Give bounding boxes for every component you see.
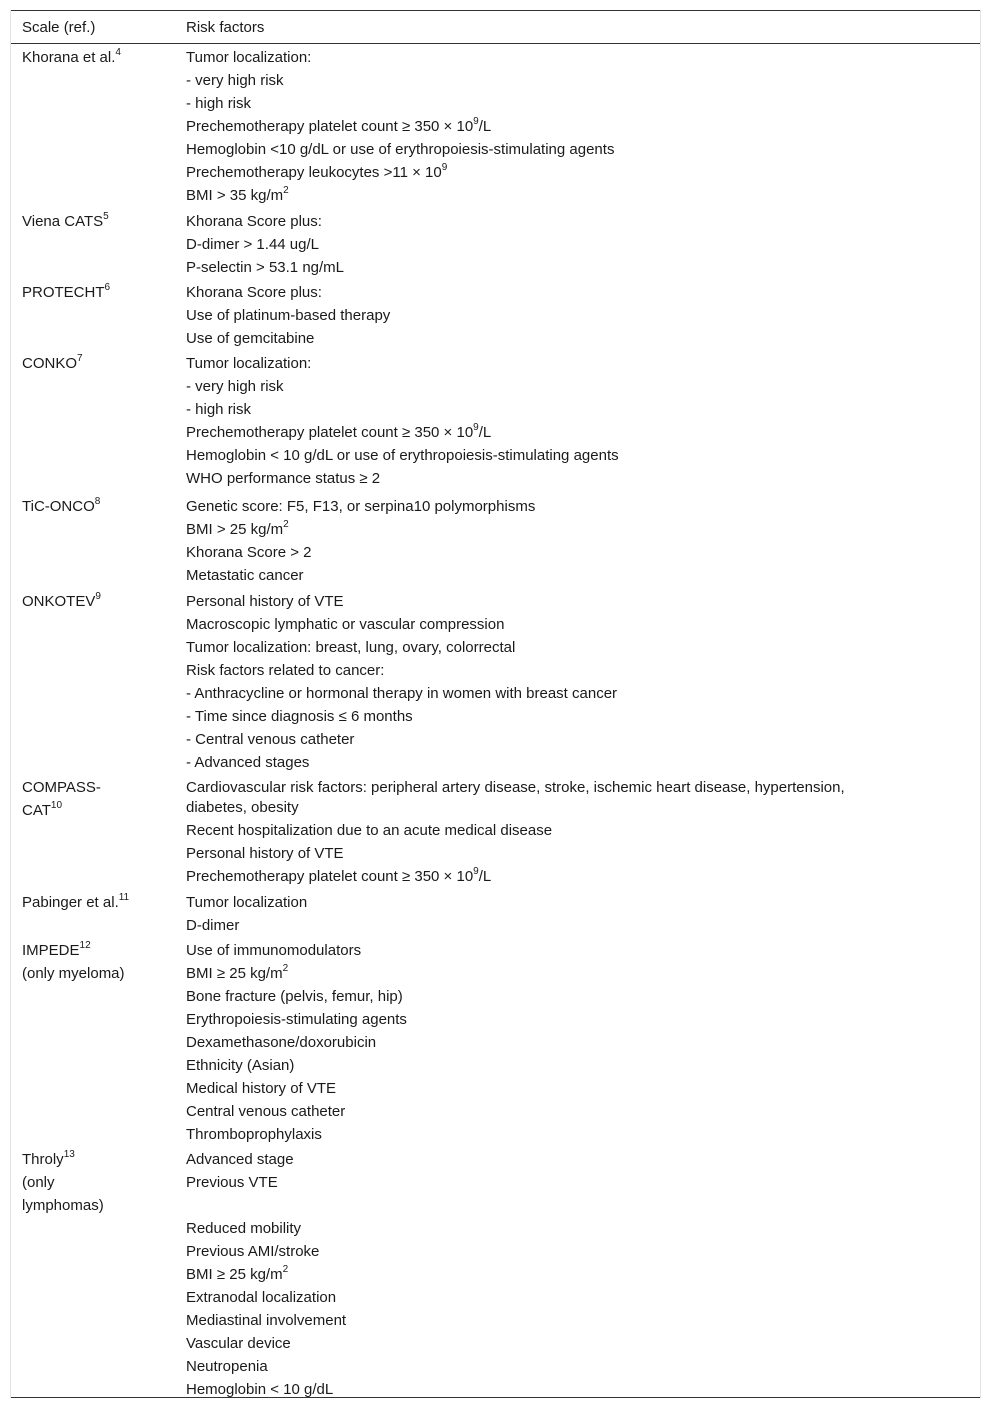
risk-factors-cell	[186, 776, 900, 888]
risk-factor-item: Thromboprophylaxis	[186, 1126, 322, 1143]
scale-note: lymphomas)	[22, 1197, 104, 1214]
risk-factor-item: BMI ≥ 25 $kg/m^2$	[186, 1264, 289, 1283]
reference-number: 11	[118, 892, 130, 903]
risk-factor-item: - very high risk	[186, 378, 284, 395]
risk-factor-item: Risk factors related to cancer:	[186, 662, 385, 679]
risk-factor-item: BMI > 25 $kg/m^2$	[186, 519, 289, 538]
risk-factor-item: - high risk	[186, 95, 252, 112]
risk-factor-item: Khorana Score plus:	[186, 284, 322, 301]
scale-cell	[22, 210, 167, 233]
risk-factors-cell	[186, 1148, 900, 1401]
scale-cell	[22, 281, 167, 304]
reference-number: 4	[115, 47, 121, 58]
risk-factor-item: Hemoglobin <10 g/dL or use of erythropoiesis-stimulating agents	[186, 141, 615, 158]
risk-factor-item: Use of platinum-based therapy	[186, 307, 391, 324]
risk-factor-item: Dexamethasone/doxorubicin	[186, 1034, 377, 1051]
reference-number: 7	[77, 353, 83, 364]
superscript: 9	[441, 162, 448, 173]
risk-factors-cell	[186, 891, 900, 937]
scale-cell	[22, 776, 167, 822]
superscript: 2	[282, 1264, 289, 1275]
table-top-rule	[11, 10, 980, 11]
risk-factors-cell	[186, 939, 900, 1146]
risk-factor-item: Khorana Score plus:	[186, 213, 322, 230]
scale-cell	[22, 46, 167, 69]
risk-factor-item: P-selectin > 53.1 ng/mL	[186, 259, 345, 276]
risk-factor-item: Personal history of VTE	[186, 593, 344, 610]
risk-factor-item: Recent hospitalization due to an acute medical disease	[186, 822, 553, 839]
reference-number: 5	[103, 211, 109, 222]
risk-factor-item	[186, 1194, 900, 1217]
scale-cell	[22, 891, 167, 914]
scale-note: (only	[22, 1174, 55, 1191]
scale-name: IMPEDE$^{12}$	[22, 940, 91, 959]
table-bottom-rule	[11, 1397, 980, 1398]
reference-number: 6	[104, 282, 111, 293]
risk-factor-item: WHO performance status ≥ 2	[186, 470, 381, 487]
risk-factor-item: Tumor localization:	[186, 49, 312, 66]
risk-factors-cell	[186, 590, 900, 774]
risk-factor-item: Prechemotherapy platelet count ≥ $350 \times 10^9/L$	[186, 116, 492, 135]
risk-factor-item: Tumor localization:	[186, 355, 312, 372]
reference-number: 13	[63, 1149, 75, 1160]
risk-factor-item: Tumor localization: breast, lung, ovary, colorrectal	[186, 639, 516, 656]
risk-factor-item: Personal history of VTE	[186, 845, 344, 862]
superscript: 2	[283, 519, 289, 530]
risk-factors-cell	[186, 495, 900, 587]
risk-factor-item: - very high risk	[186, 72, 284, 89]
risk-factor-item: Hemoglobin < 10 g/dL	[186, 1381, 334, 1398]
header-risk-factors: Risk factors	[186, 19, 265, 36]
risk-factor-item: Central venous catheter	[186, 1103, 346, 1120]
reference-number: 9	[95, 591, 101, 602]
reference-number: 10	[50, 800, 63, 811]
risk-factor-item: Prechemotherapy platelet count ≥ $350 \times 10^9/L$	[186, 422, 492, 441]
scale-name: Viena CATS$^5$	[22, 211, 109, 230]
superscript: 9	[473, 116, 479, 127]
scale-cell	[22, 590, 167, 613]
risk-factor-item: Extranodal localization	[186, 1289, 337, 1306]
scale-name: ONKOTEV$^9$	[22, 591, 101, 610]
table-header-rule	[11, 43, 980, 44]
risk-factor-item: D-dimer > 1.44 ug/L	[186, 236, 319, 253]
risk-factors-cell	[186, 281, 900, 350]
risk-factor-item: BMI > 35 $kg/m^2$	[186, 185, 289, 204]
risk-factor-item: - Central venous catheter	[186, 731, 355, 748]
risk-factor-item: Neutropenia	[186, 1358, 268, 1375]
risk-factor-item: Medical history of VTE	[186, 1080, 337, 1097]
risk-factor-item: Bone fracture (pelvis, femur, hip)	[186, 988, 403, 1005]
risk-factor-item: Advanced stage	[186, 1151, 294, 1168]
risk-factor-item: Previous VTE	[186, 1174, 278, 1191]
risk-factor-item: - Time since diagnosis ≤ 6 months	[186, 708, 413, 725]
scale-name: Khorana et al.$^4$	[22, 47, 121, 66]
risk-factor-item: Previous AMI/stroke	[186, 1243, 320, 1260]
risk-factor-item: Khorana Score > 2	[186, 544, 312, 561]
header-scale: Scale (ref.)	[22, 19, 96, 36]
risk-factor-item: Macroscopic lymphatic or vascular compression	[186, 616, 505, 633]
superscript: 9	[473, 422, 479, 433]
scale-cell	[22, 939, 167, 985]
risk-factor-item: - Anthracycline or hormonal therapy in women with breast cancer	[186, 685, 618, 702]
risk-scale-table	[10, 10, 981, 1398]
risk-factor-item: D-dimer	[186, 917, 240, 934]
risk-factor-item: Metastatic cancer	[186, 567, 304, 584]
scale-cell	[22, 1148, 167, 1217]
scale-cell	[22, 352, 167, 375]
scale-name: Pabinger et al.$^{11}$	[22, 892, 130, 911]
superscript: 9	[473, 866, 479, 877]
risk-factor-item: Prechemotherapy platelet count ≥ $350 \times 10^9/L$	[186, 866, 492, 885]
risk-factors-cell	[186, 210, 900, 279]
risk-factor-item: Cardiovascular risk factors: peripheral artery disease, stroke, ischemic heart disease, hypertension, diabetes, obesity	[186, 779, 845, 816]
risk-factor-item: Genetic score: F5, F13, or serpina10 polymorphisms	[186, 498, 536, 515]
superscript: 2	[283, 185, 289, 196]
scale-name: CONKO$^7$	[22, 353, 83, 372]
risk-factor-item: Use of gemcitabine	[186, 330, 315, 347]
risk-factor-item: Use of immunomodulators	[186, 942, 362, 959]
superscript: 2	[282, 963, 289, 974]
scale-name: COMPASS-	[22, 779, 101, 796]
reference-number: 8	[94, 496, 101, 507]
risk-factor-item: Erythropoiesis-stimulating agents	[186, 1011, 407, 1028]
risk-factor-item: Ethnicity (Asian)	[186, 1057, 295, 1074]
risk-factors-cell	[186, 46, 900, 207]
scale-note: (only myeloma)	[22, 965, 125, 982]
risk-factor-item: - high risk	[186, 401, 252, 418]
risk-factor-item: Vascular device	[186, 1335, 291, 1352]
risk-factor-item: Mediastinal involvement	[186, 1312, 347, 1329]
risk-factor-item: BMI ≥ 25 $kg/m^2$	[186, 963, 289, 982]
reference-number: 12	[79, 940, 91, 951]
scale-name: TiC-ONCO$^8$	[22, 496, 101, 515]
risk-factor-item: Reduced mobility	[186, 1220, 302, 1237]
risk-factor-item: Hemoglobin < 10 g/dL or use of erythropoiesis-stimulating agents	[186, 447, 619, 464]
scale-note: CAT$^{10}$	[22, 800, 63, 819]
risk-factor-item: Tumor localization	[186, 894, 308, 911]
scale-name: Throly$^{13}$	[22, 1149, 75, 1168]
risk-factors-cell	[186, 352, 900, 490]
risk-factor-item: Prechemotherapy leukocytes $>11 \times 10^9$	[186, 162, 448, 181]
scale-cell	[22, 495, 167, 518]
scale-name: PROTECHT$^6$	[22, 282, 111, 301]
risk-factor-item: - Advanced stages	[186, 754, 310, 771]
